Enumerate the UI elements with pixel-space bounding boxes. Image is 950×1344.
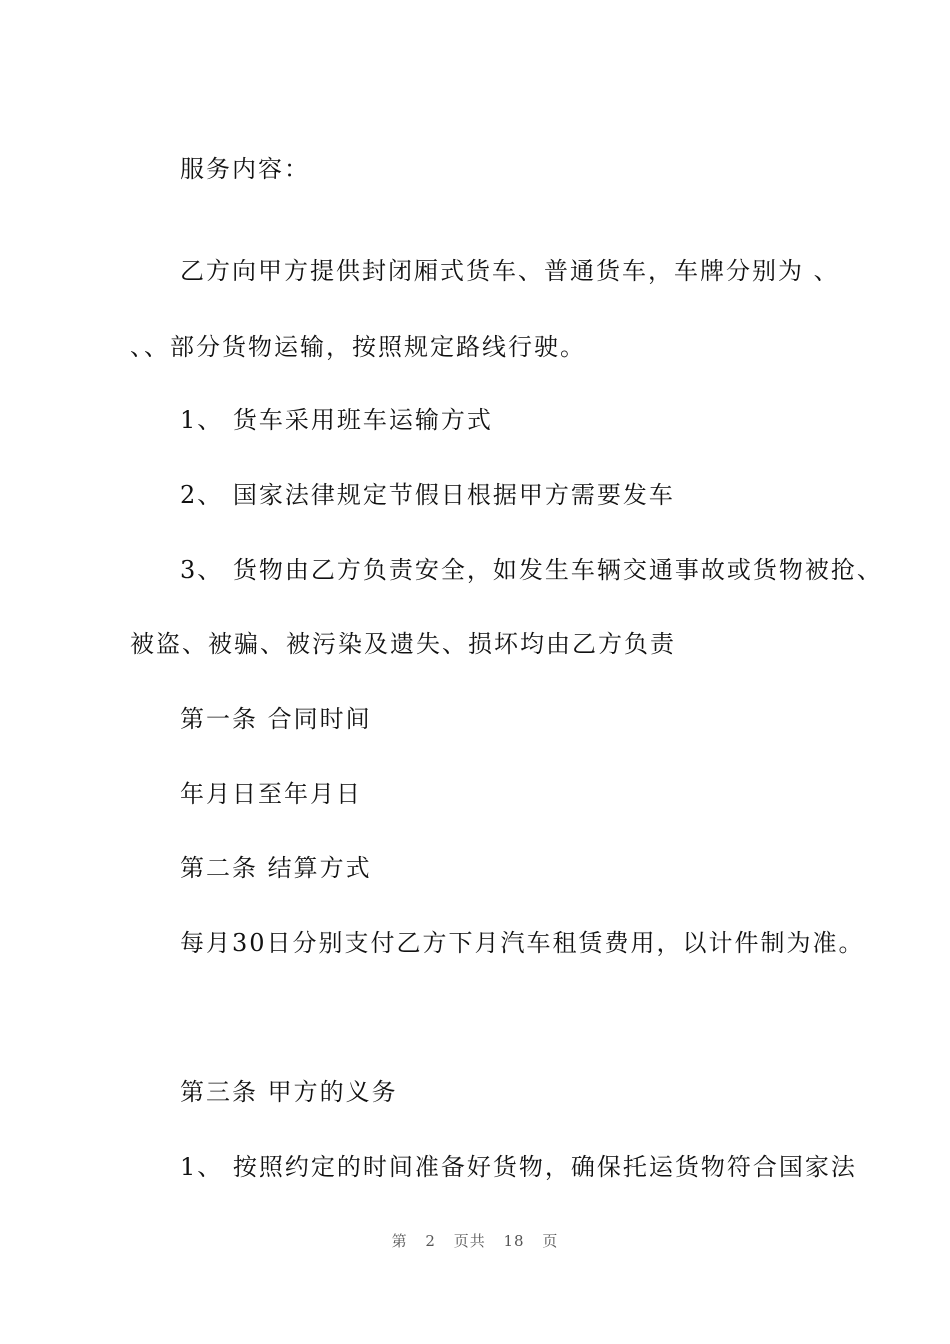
paragraph-service-desc-cont: 、、部分货物运输，按照规定路线行驶。 (130, 333, 586, 361)
list-item-3: 3、 货物由乙方负责安全，如发生车辆交通事故或货物被抢、 (180, 556, 883, 584)
list-item-3-cont: 被盗、被骗、被污染及遗失、损坏均由乙方负责 (130, 630, 676, 658)
page-footer (0, 1230, 950, 1251)
article-3-heading: 第三条 甲方的义务 (180, 1078, 398, 1106)
article-2-heading: 第二条 结算方式 (180, 854, 372, 882)
list-item-2: 2、 国家法律规定节假日根据甲方需要发车 (180, 481, 675, 509)
obligation-item-1: 1、 按照约定的时间准备好货物，确保托运货物符合国家法 (180, 1153, 857, 1181)
footer-total-pages: 18 (503, 1232, 525, 1250)
footer-middle: 页共 (453, 1232, 486, 1250)
footer-suffix: 页 (542, 1232, 559, 1250)
contract-period: 年月日至年月日 (180, 780, 362, 808)
paragraph-service-desc: 乙方向甲方提供封闭厢式货车、普通货车，车牌分别为 、 (180, 257, 840, 285)
footer-prefix: 第 (391, 1232, 408, 1250)
footer-current-page: 2 (425, 1232, 436, 1250)
article-1-heading: 第一条 合同时间 (180, 705, 372, 733)
settlement-method: 每月30日分别支付乙方下月汽车租赁费用，以计件制为准。 (180, 929, 865, 957)
list-item-1: 1、 货车采用班车运输方式 (180, 406, 493, 434)
section-heading-service: 服务内容： (180, 155, 310, 183)
